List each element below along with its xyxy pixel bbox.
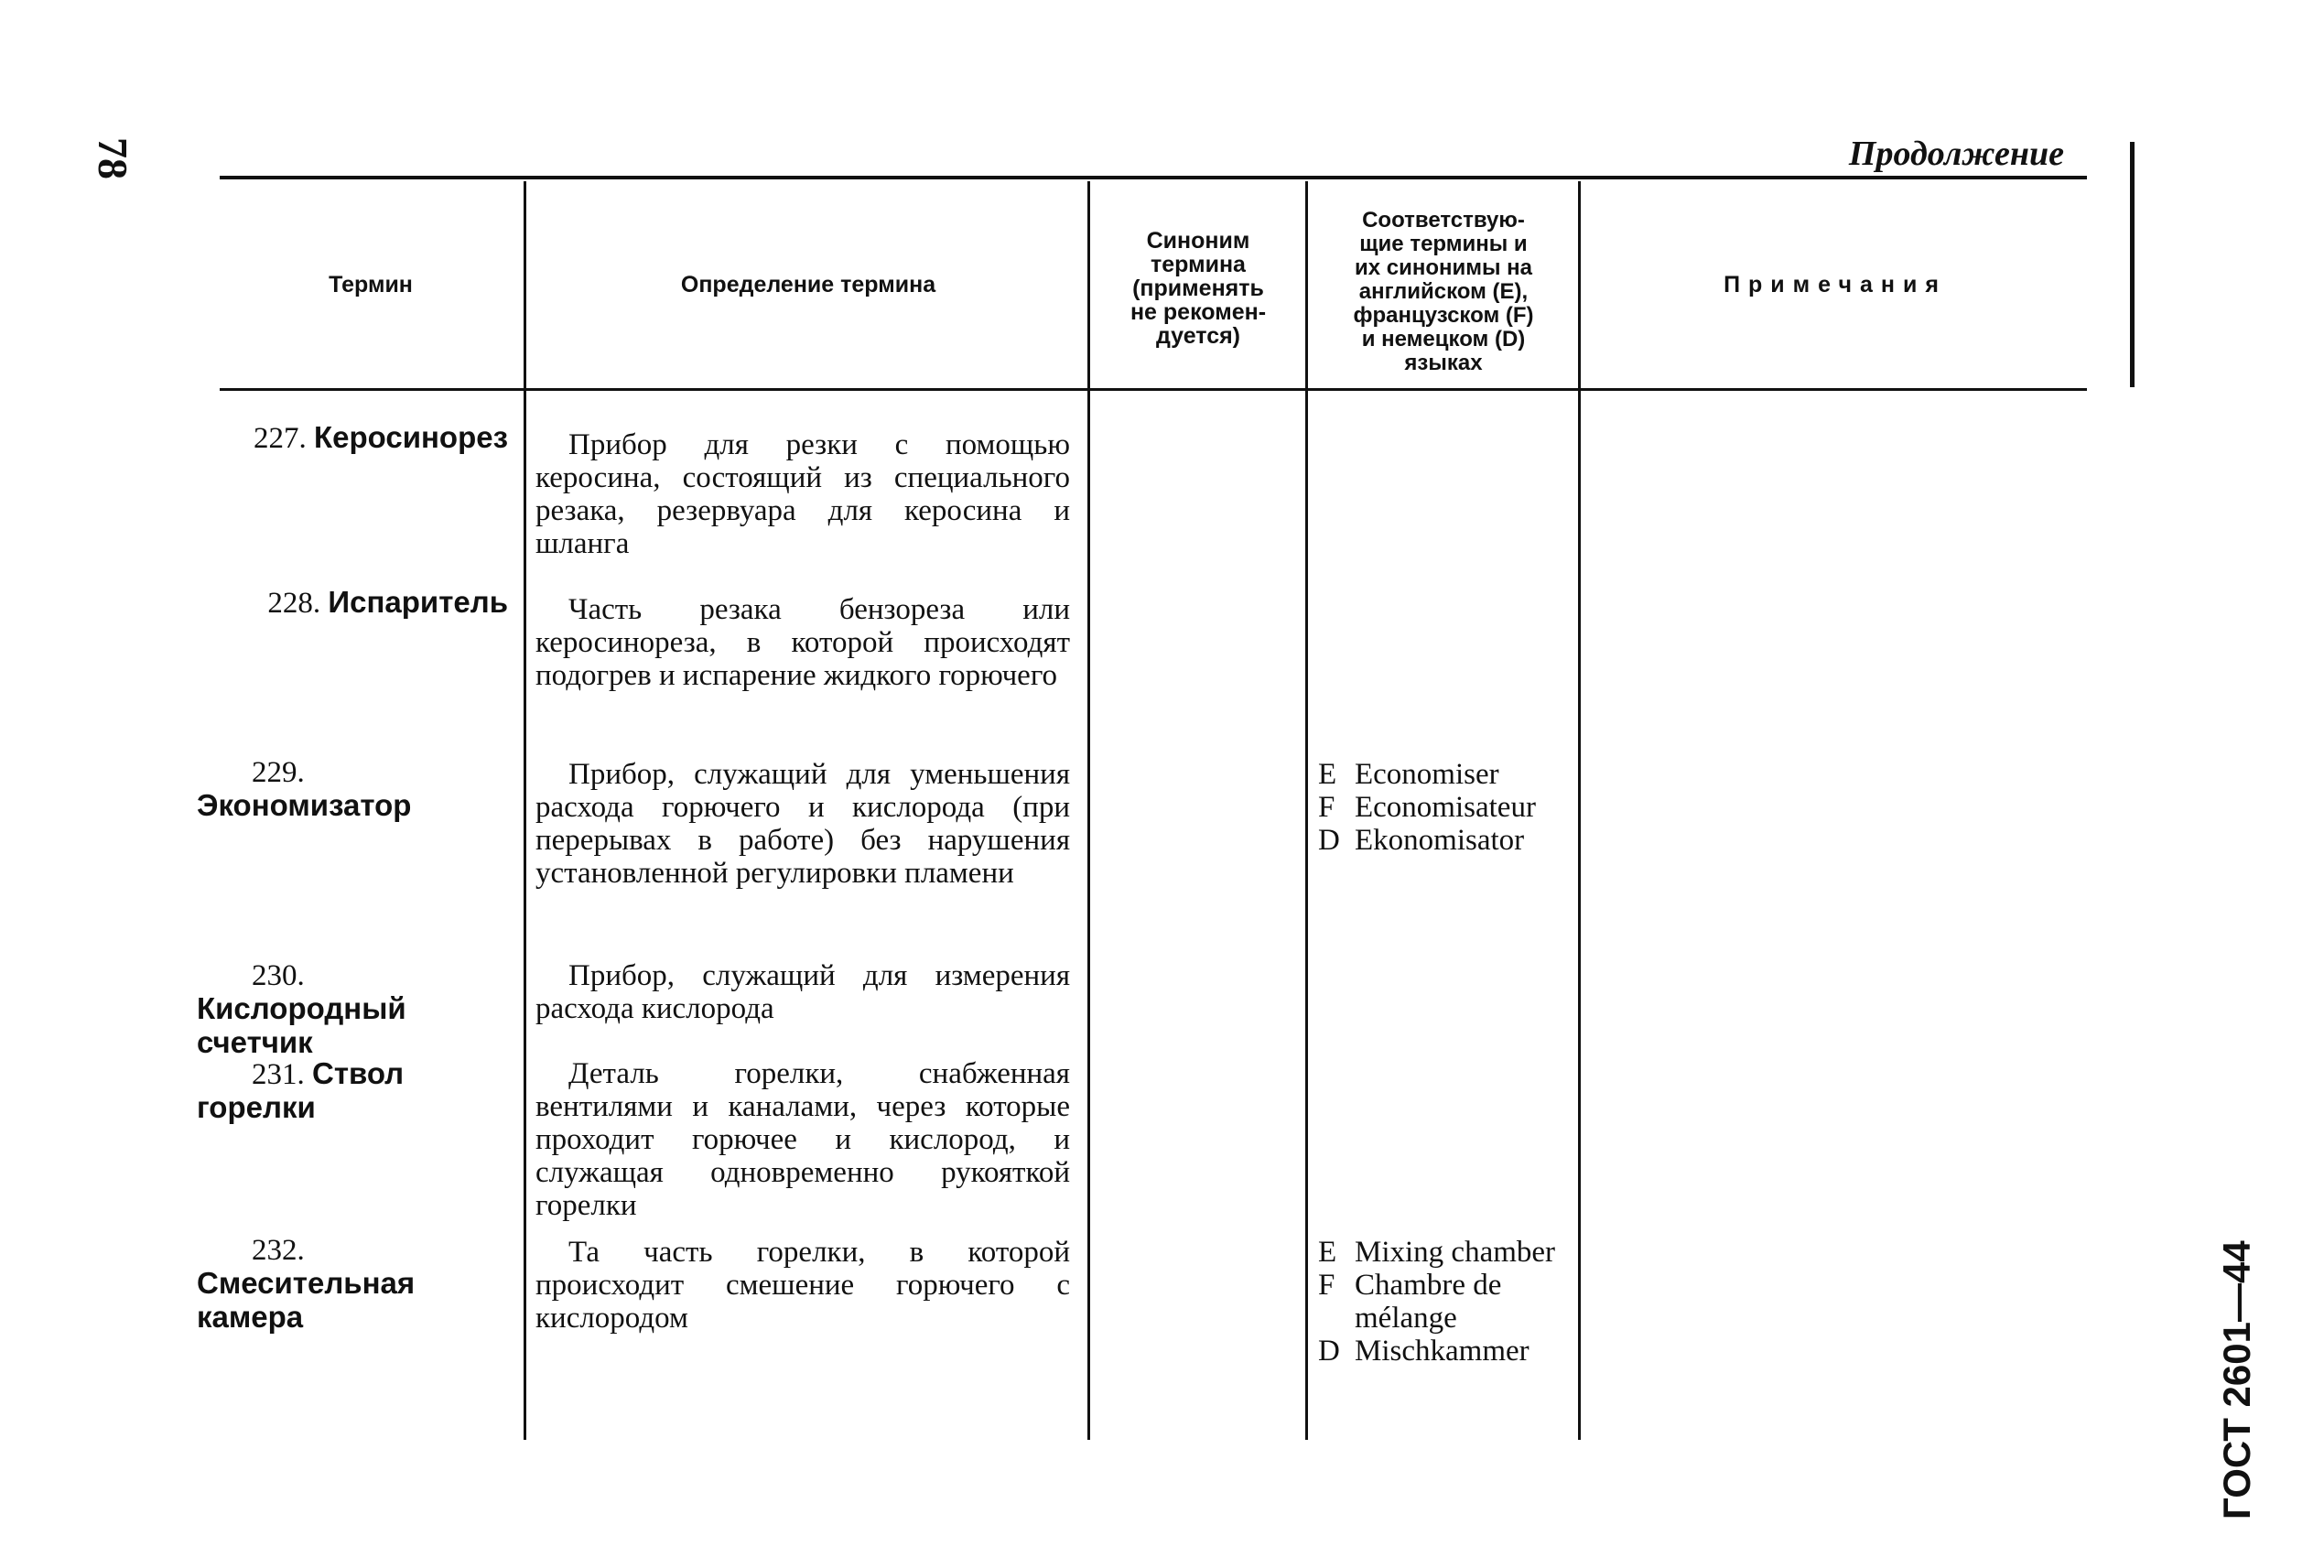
term-definition: Прибор, служащий для измерения расхода кислорода xyxy=(535,959,1070,1025)
header-foreign-terms: Соответствую- щие термины и их синонимы на английском (Е), французском (F) и немецком (D) языках xyxy=(1353,208,1534,375)
term-number: 230. xyxy=(252,959,305,992)
table-row xyxy=(197,959,517,1060)
table-row xyxy=(197,1234,517,1335)
foreign-term: Mischkammer xyxy=(1355,1335,1530,1368)
term-number: 231. xyxy=(252,1058,305,1091)
term-number: 229. xyxy=(252,756,305,789)
term-definition: Прибор для резки с помощью керосина, состоящий из специального резака, резервуара для керосина и шланга xyxy=(535,428,1070,560)
standard-id-rule xyxy=(2130,142,2135,387)
foreign-term: Chambre de mélange xyxy=(1355,1269,1502,1335)
header-term: Термин xyxy=(329,272,413,297)
table-row xyxy=(197,756,517,823)
term-number: 228. xyxy=(267,587,321,620)
foreign-term: Economiser xyxy=(1355,758,1499,791)
table-header-rule xyxy=(220,388,2087,391)
lang-code: F xyxy=(1318,1269,1335,1302)
term-name: Смесительная камера xyxy=(197,1266,416,1334)
term-name: Кислородный счетчик xyxy=(197,991,406,1059)
standard-id: ГОСТ 2601—44 xyxy=(2215,1240,2258,1519)
foreign-terms xyxy=(1318,758,1574,857)
table-row xyxy=(197,1057,517,1125)
column-divider-term xyxy=(524,181,526,1440)
table-top-rule xyxy=(220,176,2087,179)
term-name: Испаритель xyxy=(328,585,508,619)
foreign-term: Economisateur xyxy=(1355,791,1536,824)
term-definition: Часть резака бензореза или керосинореза, в которой происходят подогрев и испарение жидкого горючего xyxy=(535,593,1070,692)
foreign-term: Mixing chamber xyxy=(1355,1236,1556,1269)
foreign-terms xyxy=(1318,1236,1574,1368)
page-number: 78 xyxy=(90,137,136,179)
lang-code: E xyxy=(1318,758,1337,791)
table-row xyxy=(197,586,508,620)
term-number: 227. xyxy=(253,422,307,455)
term-name: Экономизатор xyxy=(197,788,412,822)
lang-code: F xyxy=(1318,791,1335,824)
term-name: Ствол горелки xyxy=(197,1056,405,1124)
header-synonym: Синоним термина (применять не рекомен- дуется) xyxy=(1130,228,1267,349)
continuation-label: Продолжение xyxy=(1848,135,2064,173)
foreign-term: Ekonomisator xyxy=(1355,824,1525,857)
term-definition: Та часть горелки, в которой происходит смешение горючего с кислородом xyxy=(535,1236,1070,1335)
lang-code: E xyxy=(1318,1236,1337,1269)
lang-code: D xyxy=(1318,1335,1340,1368)
header-notes: Примечания xyxy=(1724,272,1947,297)
table-row xyxy=(197,421,508,455)
term-name: Керосинорез xyxy=(313,420,508,454)
term-definition: Деталь горелки, снабженная вентилями и каналами, через которые проходит горючее и кислород, и служащая одновременно рукояткой горелки xyxy=(535,1057,1070,1222)
header-definition: Определение термина xyxy=(680,272,936,297)
lang-code: D xyxy=(1318,824,1340,857)
term-number: 232. xyxy=(252,1234,305,1267)
term-definition: Прибор, служащий для уменьшения расхода горючего и кислорода (при перерывах в работе) без нарушения установленной регулировки пламени xyxy=(535,758,1070,890)
